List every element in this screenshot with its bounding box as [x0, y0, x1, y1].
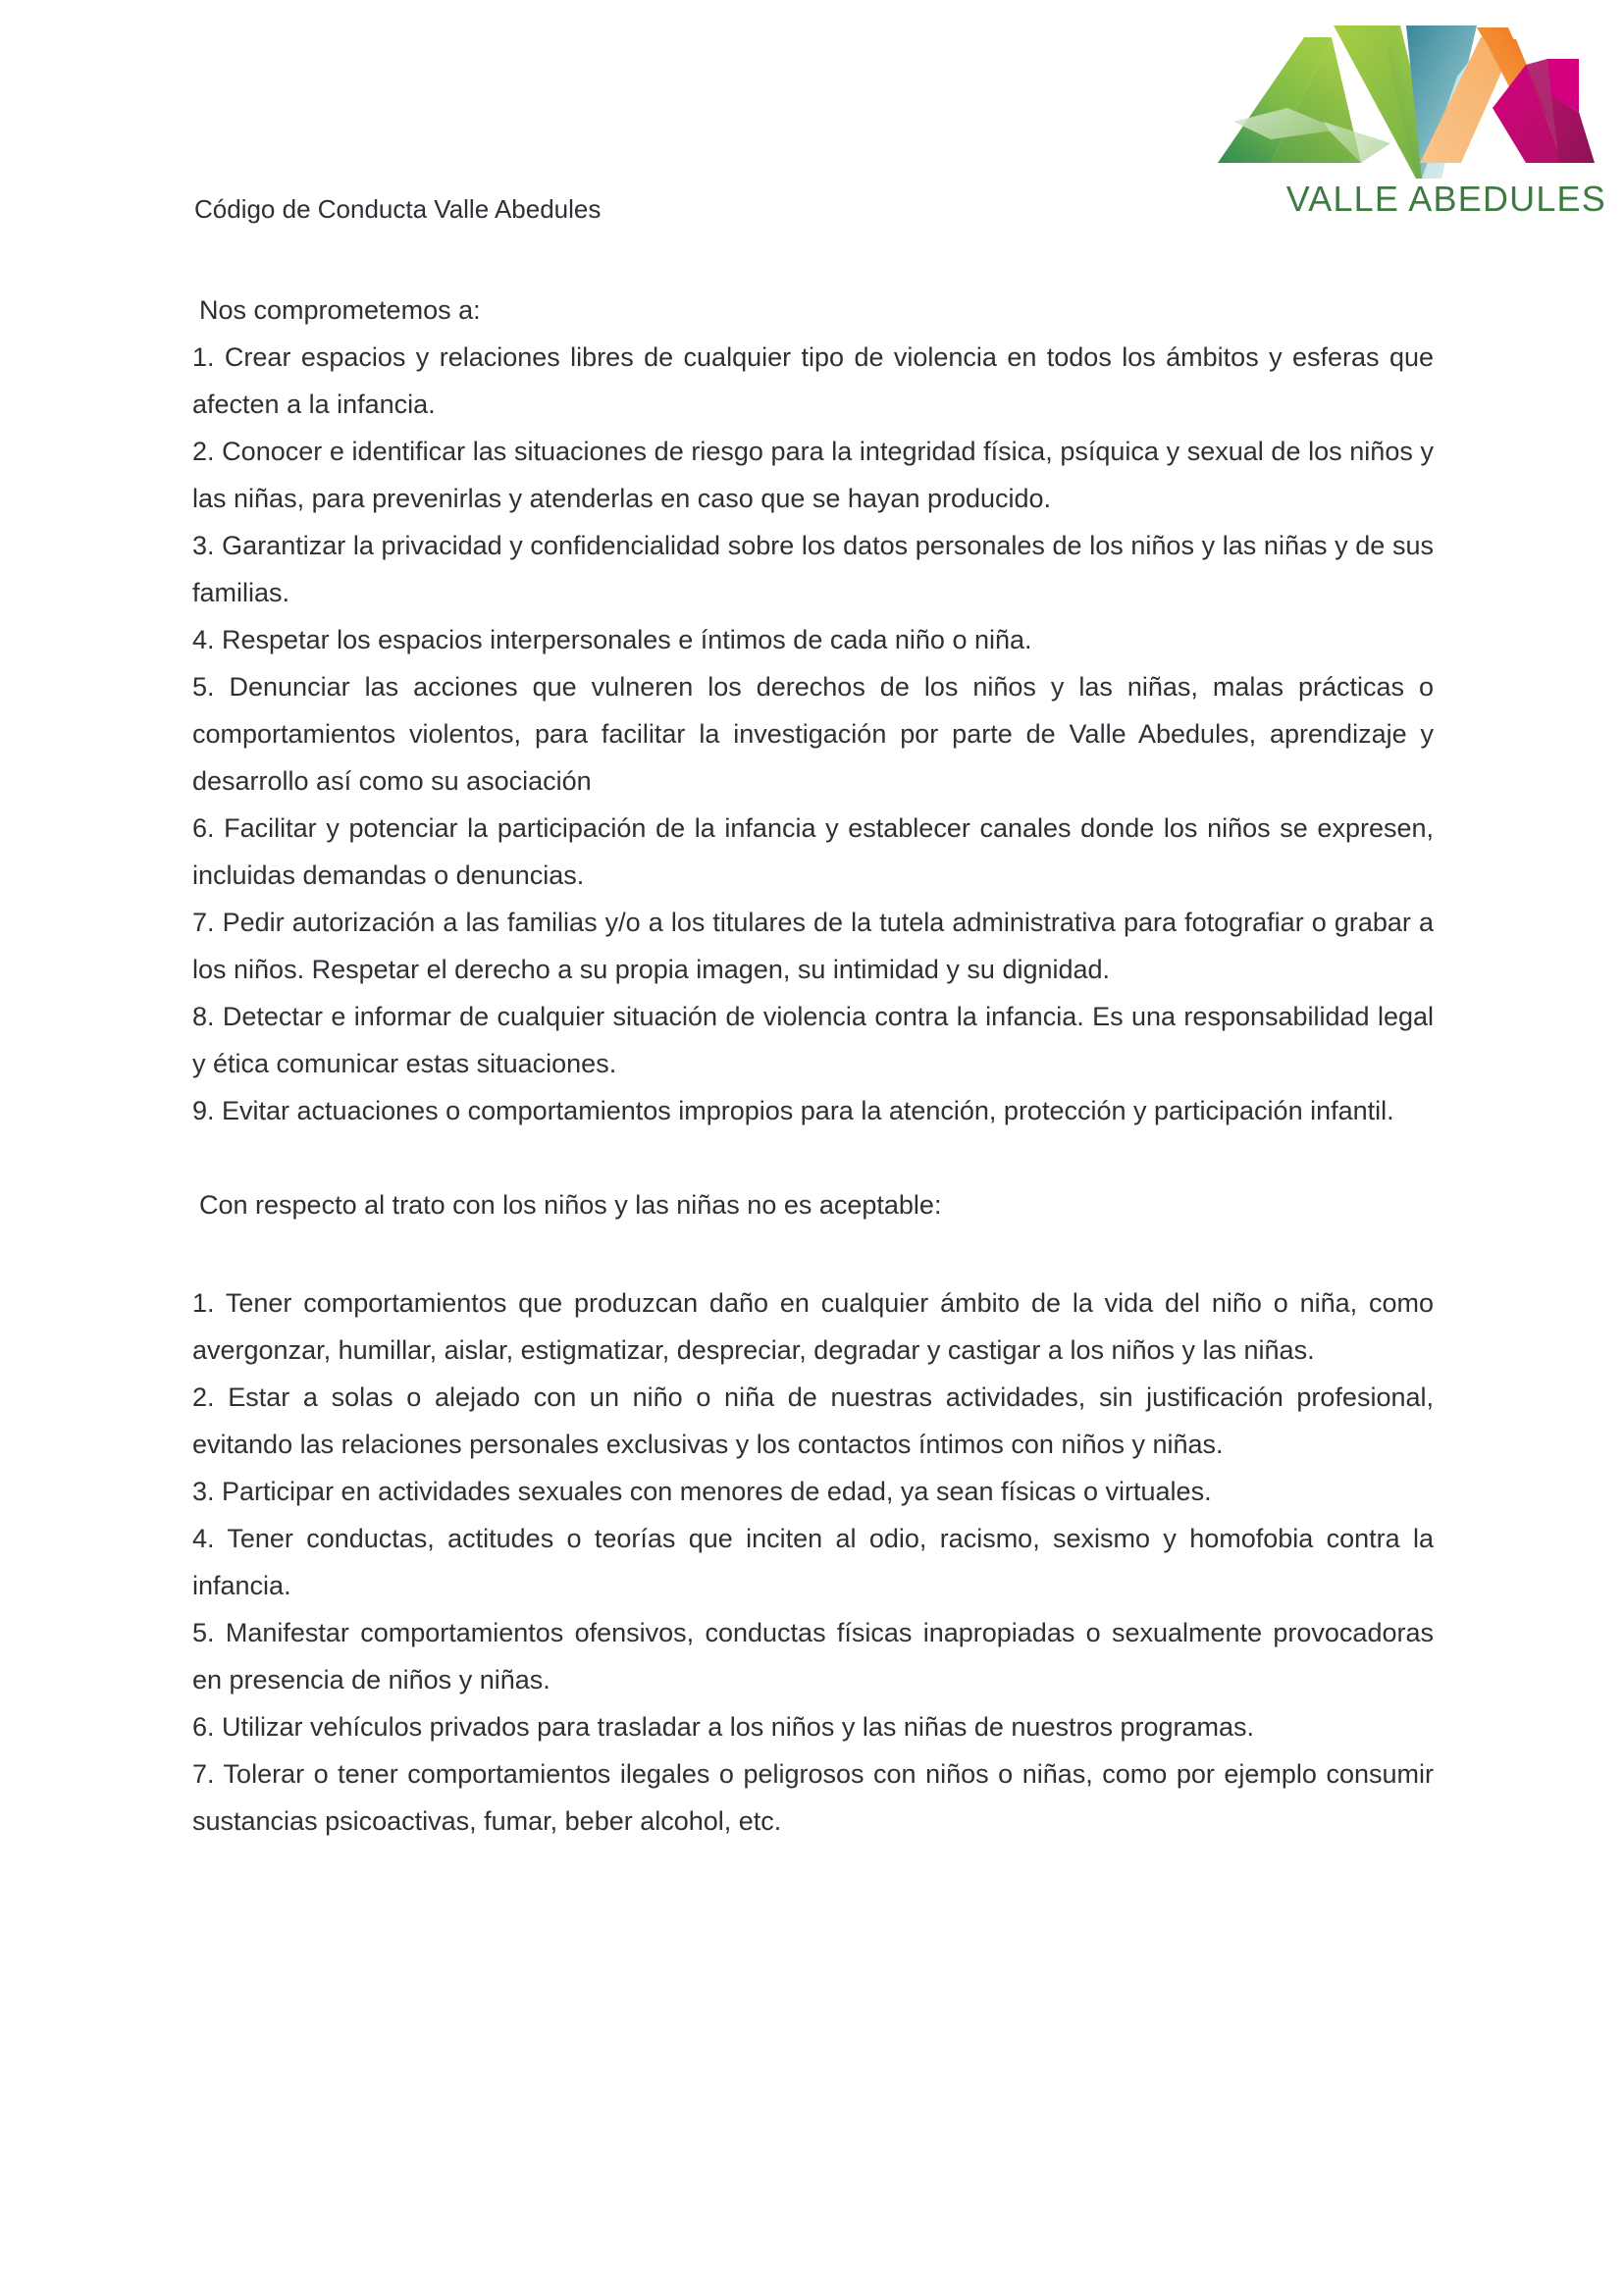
- commitment-item-3: 3. Garantizar la privacidad y confidencialidad sobre los datos personales de los niños y las niñas y de sus familias.: [192, 531, 1434, 607]
- commitment-item-6: 6. Facilitar y potenciar la participación de la infancia y establecer canales donde los niños se expresen, incluidas demandas o denuncias.: [192, 813, 1434, 890]
- unacceptable-item-6: 6. Utilizar vehículos privados para trasladar a los niños y las niñas de nuestros programas.: [192, 1712, 1255, 1742]
- commitment-item-9: 9. Evitar actuaciones o comportamientos impropios para la atención, protección y participación infantil.: [192, 1096, 1394, 1125]
- section-heading-unacceptable: Con respecto al trato con los niños y las niñas no es aceptable:: [199, 1190, 942, 1220]
- logo-mark-icon: [1214, 14, 1606, 182]
- document-body: [192, 287, 1434, 1845]
- unacceptable-item-2: 2. Estar a solas o alejado con un niño o niña de nuestras actividades, sin justificación profesional, evitando las relaciones personales exclusivas y los contactos íntimos con niños y niñas.: [192, 1382, 1434, 1459]
- commitment-item-4: 4. Respetar los espacios interpersonales e íntimos de cada niño o niña.: [192, 625, 1032, 654]
- commitment-item-1: 1. Crear espacios y relaciones libres de cualquier tipo de violencia en todos los ámbitos y esferas que afecten a la infancia.: [192, 342, 1434, 419]
- commitment-item-8: 8. Detectar e informar de cualquier situación de violencia contra la infancia. Es una responsabilidad legal y ética comunicar estas situaciones.: [192, 1002, 1434, 1078]
- unacceptable-item-5: 5. Manifestar comportamientos ofensivos, conductas físicas inapropiadas o sexualmente provocadoras en presencia de niños y niñas.: [192, 1618, 1434, 1694]
- logo-wordmark: VALLE ABEDULES: [1285, 179, 1606, 219]
- document-title: Código de Conducta Valle Abedules: [194, 194, 602, 224]
- section-heading-commitments: Nos comprometemos a:: [199, 295, 481, 325]
- unacceptable-item-3: 3. Participar en actividades sexuales con menores de edad, ya sean físicas o virtuales.: [192, 1477, 1212, 1506]
- commitment-item-5: 5. Denunciar las acciones que vulneren los derechos de los niños y las niñas, malas prácticas o comportamientos violentos, para facilitar la investigación por parte de Valle Abedules, aprendizaje y desarrollo así como su asociación: [192, 672, 1434, 796]
- unacceptable-item-7: 7. Tolerar o tener comportamientos ilegales o peligrosos con niños o niñas, como por ejemplo consumir sustancias psicoactivas, fumar, beber alcohol, etc.: [192, 1759, 1434, 1836]
- unacceptable-item-1: 1. Tener comportamientos que produzcan daño en cualquier ámbito de la vida del niño o niña, como avergonzar, humillar, aislar, estigmatizar, despreciar, degradar y castigar a los niños y las niñas.: [192, 1288, 1434, 1365]
- commitment-item-2: 2. Conocer e identificar las situaciones de riesgo para la integridad física, psíquica y sexual de los niños y las niñas, para prevenirlas y atenderlas en caso que se hayan producido.: [192, 437, 1434, 513]
- section-gap-2: [192, 1228, 1434, 1279]
- section-gap: [192, 1134, 1434, 1181]
- valle-abedules-logo: [1214, 14, 1606, 230]
- unacceptable-item-4: 4. Tener conductas, actitudes o teorías que inciten al odio, racismo, sexismo y homofobia contra la infancia.: [192, 1524, 1434, 1600]
- commitment-item-7: 7. Pedir autorización a las familias y/o a los titulares de la tutela administrativa para fotografiar o grabar a los niños. Respetar el derecho a su propia imagen, su intimidad y su dignidad.: [192, 908, 1434, 984]
